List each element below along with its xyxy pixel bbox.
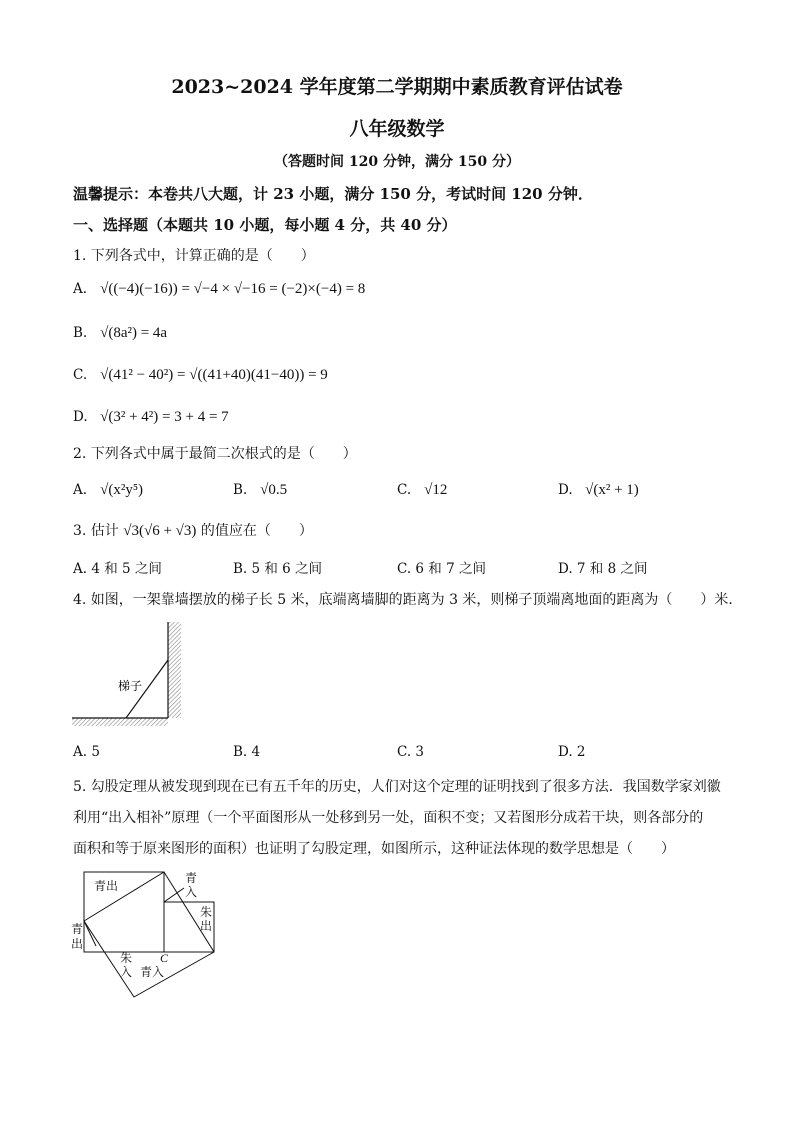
question-2-option-c (397, 479, 447, 499)
question-1-stem: 1. 下列各式中，计算正确的是（ ） (73, 248, 315, 264)
label-qing-chu-top: 青出 (94, 879, 119, 893)
label-qing-chu-left-1: 青 (71, 922, 84, 936)
label-c: C (160, 951, 169, 965)
question-4-option-b: B. 4 (233, 744, 261, 760)
label-zhu-ru-2: 入 (120, 965, 133, 979)
question-4-stem: 4. 如图，一架靠墙摆放的梯子长 5 米，底端离墙脚的距离为 3 米，则梯子顶端离地面的距离为（ ）米． (73, 592, 743, 608)
question-5-line-3: 面积和等于原来图形的面积）也证明了勾股定理，如图所示，这种证法体现的数学思想是（ ） (73, 841, 675, 857)
question-3-stem (73, 520, 313, 540)
question-3-suffix: 的值应在（ ） (200, 523, 313, 539)
question-4-option-a: A. 5 (73, 744, 100, 760)
option-expression: √(x² + 1) (585, 482, 639, 498)
label-qing-ru-bottom: 青入 (140, 965, 165, 979)
option-label: D. (558, 482, 573, 498)
option-label: C. (73, 367, 88, 383)
pythagoras-figure (68, 866, 228, 1000)
ladder-label: 梯子 (118, 679, 143, 693)
exam-subtitle: 八年级数学 (349, 118, 445, 140)
question-1-option-b (73, 322, 167, 342)
option-label: C. (397, 482, 412, 498)
question-1-option-c (73, 364, 328, 384)
label-qing-chu-left-2: 出 (71, 937, 84, 951)
label-qing-ru-top-2: 入 (185, 885, 198, 899)
option-label: A. (73, 482, 88, 498)
question-3-option-a: A. 4 和 5 之间 (73, 561, 162, 577)
question-3-option-c: C. 6 和 7 之间 (397, 561, 486, 577)
label-zhu-chu-1: 朱 (200, 905, 213, 919)
question-4-option-d: D. 2 (558, 744, 586, 760)
question-2-option-b (233, 479, 287, 499)
option-label: D. (73, 409, 88, 425)
option-expression: √12 (424, 482, 448, 498)
option-label: B. (73, 325, 88, 341)
option-expression: √0.5 (260, 482, 288, 498)
question-5-line-2: 利用“出入相补”原理（一个平面图形从一处移到另一处，面积不变；又若图形分成若干块，则各部分的 (73, 810, 704, 826)
option-expression: √(3² + 4²) = 3 + 4 = 7 (100, 409, 229, 425)
time-note: （答题时间 120 分钟，满分 150 分） (274, 154, 520, 170)
label-zhu-ru-1: 朱 (120, 951, 133, 965)
ground-hatch (72, 718, 168, 726)
ladder-figure (70, 620, 190, 732)
option-expression: √((−4)(−16)) = √−4 × √−16 = (−2)×(−4) = 8 (100, 281, 366, 297)
question-5-line-1: 5. 勾股定理从被发现到现在已有五千年的历史，人们对这个定理的证明找到了很多方法．我国数学家刘徽 (73, 779, 721, 795)
question-3-prefix: 3. 估计 (73, 523, 119, 539)
reminder: 温馨提示：本卷共八大题，计 23 小题，满分 150 分，考试时间 120 分钟． (73, 185, 593, 203)
label-zhu-chu-2: 出 (200, 919, 213, 933)
option-label: A. (73, 281, 88, 297)
label-qing-ru-top-1: 青 (185, 871, 198, 885)
question-2-option-d (558, 479, 639, 499)
option-expression: √(8a²) = 4a (100, 325, 168, 341)
section-heading: 一、选择题（本题共 10 小题，每小题 4 分，共 40 分） (73, 216, 457, 234)
wall-hatch (168, 622, 181, 718)
option-expression: √(x²y⁵) (100, 482, 144, 498)
question-2-stem: 2. 下列各式中属于最简二次根式的是（ ） (73, 446, 357, 462)
question-1-option-a (73, 278, 365, 298)
question-3-option-b: B. 5 和 6 之间 (233, 561, 323, 577)
question-3-option-d: D. 7 和 8 之间 (558, 561, 648, 577)
option-expression: √(41² − 40²) = √((41+40)(41−40)) = 9 (100, 367, 328, 383)
tick-2 (84, 921, 96, 946)
question-2-option-a (73, 479, 143, 499)
question-4-option-c: C. 3 (397, 744, 425, 760)
exam-title: 2023~2024 学年度第二学期期中素质教育评估试卷 (171, 76, 623, 98)
question-1-option-d (73, 406, 229, 426)
question-3-expression: √3(√6 + √3) (123, 523, 197, 539)
option-label: B. (233, 482, 248, 498)
